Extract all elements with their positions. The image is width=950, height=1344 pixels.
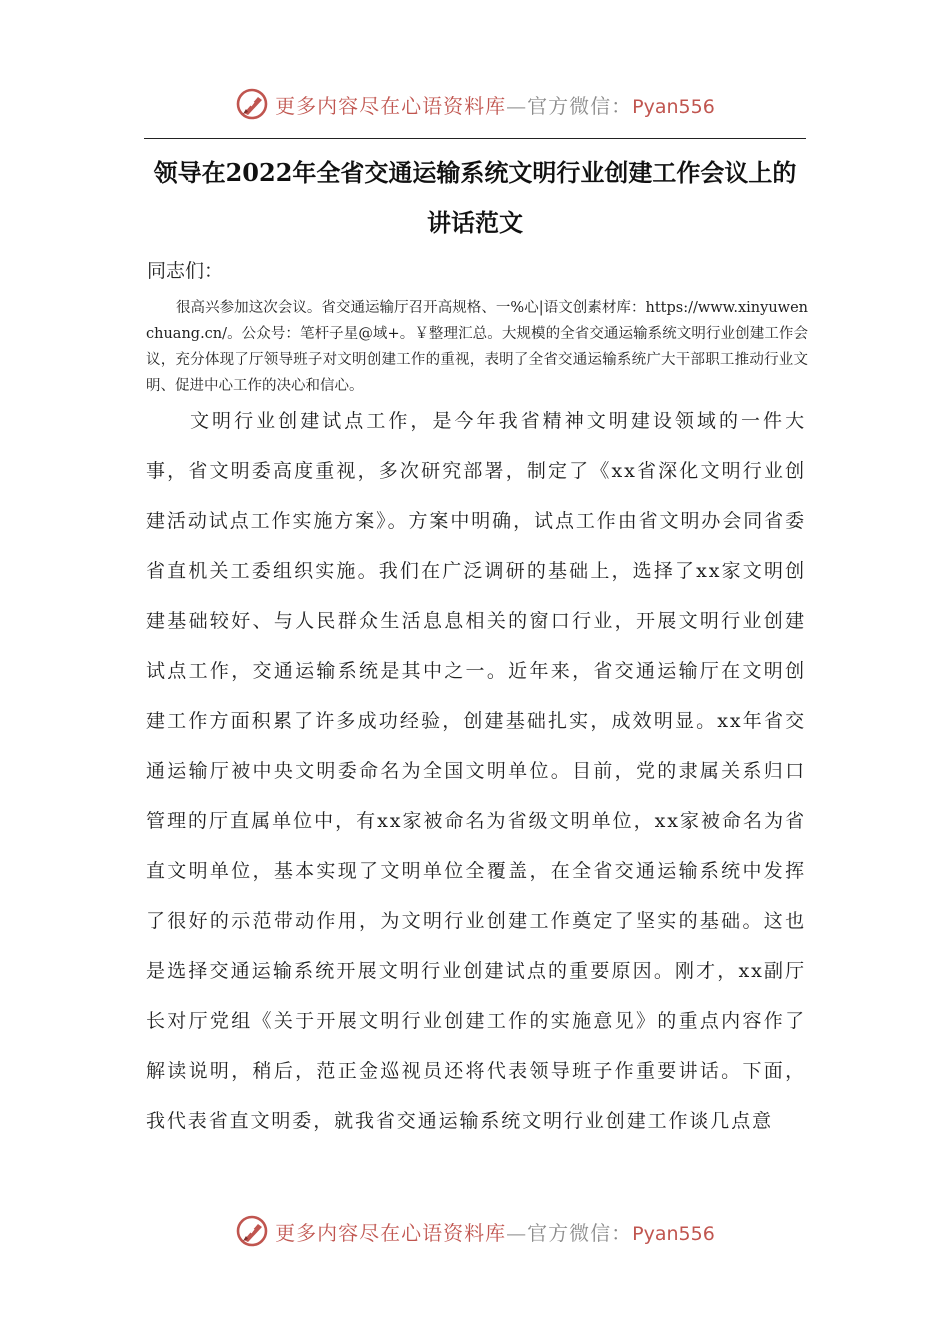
banner-wechat-label: 官方微信：	[527, 1220, 633, 1245]
header-banner-text	[275, 90, 715, 119]
footer-banner-text	[275, 1217, 715, 1246]
body-paragraph: 文明行业创建试点工作，是今年我省精神文明建设领域的一件大事，省文明委高度重视，多次研究部署，制定了《xx省深化文明行业创建活动试点工作实施方案》。方案中明确，试点工作由省文明办会同省委省直机关工委组织实施。我们在广泛调研的基础上，选择了xx家文明创建基础较好、与人民群众生活息息相关的窗口行业，开展文明行业创建试点工作，交通运输系统是其中之一。近年来，省交通运输厅在文明创建工作方面积累了许多成功经验，创建基础扎实，成效明显。xx年省交通运输厅被中央文明委命名为全国文明单位。目前，党的隶属关系归口管理的厅直属单位中，有xx家被命名为省级文明单位，xx家被命名为省直文明单位，基本实现了文明单位全覆盖，在全省交通运输系统中发挥了很好的示范带动作用，为文明行业创建工作奠定了坚实的基础。这也是选择交通运输系统开展文明行业创建试点的重要原因。刚才，xx副厅长对厅党组《关于开展文明行业创建工作的实施意见》的重点内容作了解读说明，稍后，范正金巡视员还将代表领导班子作重要讲话。下面，我代表省直文明委，就我省交通运输系统文明行业创建工作谈几点意	[146, 410, 806, 1132]
banner-wechat-label: 官方微信：	[527, 93, 633, 118]
banner-slogan: 更多内容尽在心语资料库	[275, 93, 507, 118]
footer-banner	[0, 1211, 950, 1251]
banner-slogan: 更多内容尽在心语资料库	[275, 1220, 507, 1245]
banner-wechat-id: Pyan556	[632, 95, 715, 118]
document-title: 领导在2022年全省交通运输系统文明行业创建工作会议上的讲话范文	[153, 158, 797, 237]
pen-nib-logo-icon	[235, 87, 269, 121]
banner-dash: —	[506, 93, 528, 118]
header-rule	[144, 138, 806, 139]
pen-nib-logo-icon	[235, 1214, 269, 1248]
header-banner	[0, 84, 950, 124]
banner-dash: —	[506, 1220, 528, 1245]
intro-note: 很高兴参加这次会议。省交通运输厅召开高规格、一%心|语文创素材库：https://www.xinyuwenchuang.cn/。公众号：笔杆子星@域+。￥整理汇总。大规模的全省交通运输系统文明行业创建工作会议，充分体现了厅领导班子对文明创建工作的重视，表明了全省交通运输系统广大干部职工推动行业文明、促进中心工作的决心和信心。	[146, 300, 808, 394]
salutation: 同志们：	[147, 260, 224, 282]
banner-wechat-id: Pyan556	[632, 1222, 715, 1245]
